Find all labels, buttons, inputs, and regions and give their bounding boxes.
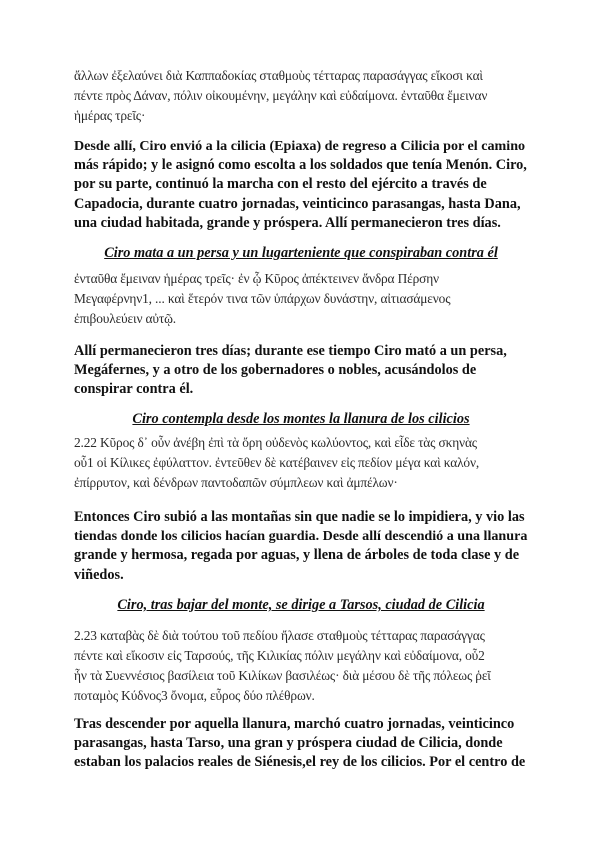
text-line: ἡμέρας τρεῖς· xyxy=(74,108,146,123)
text-line: ἐπιβουλεύειν αὐτῷ. xyxy=(74,311,176,326)
section-heading-2: Ciro contempla desde los montes la llanura de los cilicios xyxy=(132,411,470,427)
text-line: parasangas, hasta Tarso, una gran y próspera ciudad de Cilicia, donde xyxy=(74,735,503,752)
spanish-paragraph-1 xyxy=(74,137,528,233)
spanish-paragraph-4 xyxy=(74,715,528,773)
text-line: Entonces Ciro subió a las montañas sin que nadie se lo impidiera, y vio las xyxy=(74,509,525,525)
text-line: Μεγαφέρνην1, ... καὶ ἕτερόν τινα τῶν ὑπάρχων δυνάστην, αἰτιασάμενος xyxy=(74,291,451,306)
text-line: οὗ1 οἱ Κίλικες ἐφύλαττον. ἐντεῦθεν δὲ κατέβαινεν εἰς πεδίον μέγα καὶ καλόν, xyxy=(74,455,480,470)
text-line: viñedos. xyxy=(74,566,124,583)
text-line: ἄλλων ἐξελαύνει διὰ Καππαδοκίας σταθμοὺς τέτταρας παρασάγγας εἴκοσι καὶ xyxy=(74,68,483,83)
text-line: Desde allí, Ciro envió a la cilicia (Epiaxa) de regreso a Cilicia por el camino xyxy=(74,138,526,154)
text-line: una ciudad habitada, grande y próspera. Allí permanecieron tres días. xyxy=(74,214,501,231)
text-line: más rápido; y le asignó como escolta a los soldados que tenía Menón. Ciro, xyxy=(74,157,527,174)
text-line: πέντε καὶ εἴκοσιν εἰς Ταρσούς, τῆς Κιλικίας πόλιν μεγάλην καὶ εὐδαίμονα, οὗ2 xyxy=(74,648,485,663)
greek-paragraph-3 xyxy=(74,433,528,493)
section-heading-1: Ciro mata a un persa y un lugarteniente que conspiraban contra él xyxy=(104,245,498,261)
text-line: grande y hermosa, regada por aguas, y llena de árboles de toda clase y de xyxy=(74,547,520,564)
text-line: ἦν τὰ Συεννέσιος βασίλεια τοῦ Κιλίκων βασιλέως· διὰ μέσου δὲ τῆς πόλεως ῥεῖ xyxy=(74,668,491,683)
text-line: por su parte, continuó la marcha con el resto del ejército a través de xyxy=(74,176,487,193)
text-line: Capadocia, durante cuatro jornadas, veinticinco parasangas, hasta Dana, xyxy=(74,195,521,212)
greek-paragraph-2 xyxy=(74,269,528,329)
spanish-paragraph-2 xyxy=(74,342,528,400)
section-heading-3: Ciro, tras bajar del monte, se dirige a Tarsos, ciudad de Cilicia xyxy=(117,597,485,613)
text-line: estaban los palacios reales de Siénesis,el rey de los cilicios. Por el centro de xyxy=(74,754,526,771)
text-line: conspirar contra él. xyxy=(74,381,194,398)
text-line: 2.23 καταβὰς δὲ διὰ τούτου τοῦ πεδίου ἤλασε σταθμοὺς τέτταρας παρασάγγας xyxy=(74,628,485,643)
text-line: tiendas donde los cilicios hacían guardia. Desde allí descendió a una llanura xyxy=(74,528,528,545)
greek-paragraph-1 xyxy=(74,66,528,126)
text-line: πέντε πρὸς Δάναν, πόλιν οἰκουμένην, μεγάλην καὶ εὐδαίμονα. ἐνταῦθα ἔμειναν xyxy=(74,88,488,103)
text-line: ἐνταῦθα ἔμειναν ἡμέρας τρεῖς· ἐν ᾧ Κῦρος ἀπέκτεινεν ἄνδρα Πέρσην xyxy=(74,271,439,286)
spanish-paragraph-3 xyxy=(74,508,528,585)
text-line: 2.22 Κῦρος δ᾽ οὖν ἀνέβη ἐπὶ τὰ ὄρη οὐδενὸς κωλύοντος, καὶ εἶδε τὰς σκηνὰς xyxy=(74,435,477,450)
text-line: Allí permanecieron tres días; durante ese tiempo Ciro mató a un persa, xyxy=(74,343,507,359)
text-line: ποταμὸς Κύδνος3 ὄνομα, εὖρος δύο πλέθρων. xyxy=(74,688,315,703)
text-line: ἐπίρρυτον, καὶ δένδρων παντοδαπῶν σύμπλεων καὶ ἀμπέλων· xyxy=(74,475,398,490)
greek-paragraph-4 xyxy=(74,626,528,706)
text-line: Megáfernes, y a otro de los gobernadores o nobles, acusándolos de xyxy=(74,362,477,379)
text-line: Tras descender por aquella llanura, marchó cuatro jornadas, veinticinco xyxy=(74,716,515,732)
